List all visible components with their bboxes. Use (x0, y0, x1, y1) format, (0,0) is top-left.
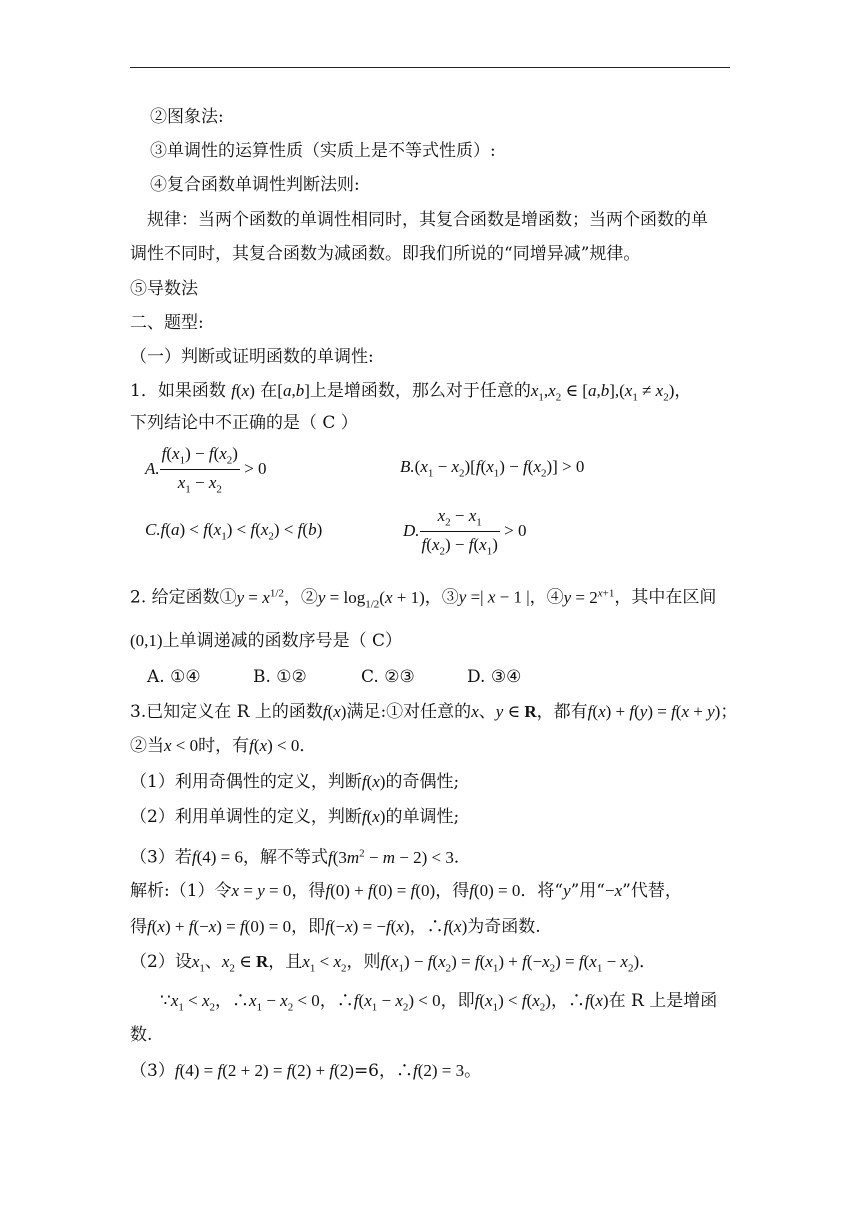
q1-option-d: D. $\frac{x_2 - x_1}{f(x_2) - f(x_1)}$ > 0 (403, 506, 527, 558)
sol-line5: 数. (130, 1025, 153, 1045)
q1-fx: f (231, 381, 236, 400)
q1-stem-text-c: 上是增函数，那么对于任意的 (309, 381, 531, 401)
q2-text-e: ，其中在区间 (614, 587, 717, 608)
header-rule (130, 67, 730, 68)
pattern-line-1: 规律：当两个函数的单调性相同时，其复合函数是增函数；当两个函数的单 (147, 210, 708, 230)
pattern-line-2: 调性不同时，其复合函数为减函数。即我们所说的“同增异减”规律。 (130, 244, 641, 264)
image-method-line: ②图象法: (150, 107, 224, 127)
derivative-method-line: ⑤导数法 (130, 279, 198, 299)
q2-interval: (0,1) (130, 631, 163, 650)
q2-text-d: ，④ (529, 587, 564, 608)
q3-stem: 3.已知定义在 R 上的函数f(x)满足:①对任意的x、y ∈ R，都有f(x) + f(y) = f(x + y)； (130, 702, 738, 722)
q3-part3: （3）若f(4) = 6，解不等式$f(3m^2 - m - 2) < 3$． (130, 847, 471, 868)
composite-rule-line: ④复合函数单调性判断法则: (150, 175, 360, 195)
q2-stem (130, 582, 716, 615)
sol-line3: （2）设$x_1$、$x_2$ ∈ R，且$x_1 < x_2$，则$f(x_1) - f(x_2) = f(x_1) + f(-x_2) = f(x_1 - x_2)$． (130, 952, 657, 975)
q2-choice-d: D. ③④ (467, 667, 522, 687)
q3-part2: （2）利用单调性的定义，判断f(x)的单调性; (130, 807, 460, 827)
q2-text-a: 2. 给定函数① (130, 587, 237, 608)
q3-line2: ②当x < 0时，有f(x) < 0． (130, 736, 317, 756)
sol-line2: 得f(x) + f(−x) = f(0) = 0，即f(−x) = −f(x)，∴f(x)为奇函数. (130, 917, 541, 937)
q2-line2 (130, 630, 402, 652)
q1-stem: 1．如果函数 f(x) 在[a,b]上是增函数，那么对于任意的$x_1,x_2$ ∈ $[a,b],(x_1 \ne x_2)$， (130, 381, 692, 404)
q3-text-b: 满足:①对任意的 (346, 702, 472, 722)
q2-text-b: ，② (283, 587, 318, 608)
q3-part1: （1）利用奇偶性的定义，判断f(x)的奇偶性; (130, 772, 460, 792)
q1-stem-text-a: 1．如果函数 (130, 381, 226, 401)
sol-line4: $\because x_1 < x_2$，$\therefore x_1 - x_2 < 0$，$\therefore f(x_1 - x_2) < 0$，即$f(x_1) < f(x_2)$，∴f(x)在 R 上是增函 (160, 991, 718, 1014)
types-heading: 二、题型: (130, 313, 204, 333)
sol-line1: 解析:（1）令x = y = 0，得f(0) + f(0) = f(0)，得f(0) = 0．将“y”用“−x”代替， (130, 881, 682, 901)
q2-func-3: y =| x − 1 | (458, 587, 530, 607)
q1-condition: $x_1,x_2$ ∈ $[a,b],(x_1 \ne x_2)$ (530, 381, 675, 404)
q1-interval: [a,b] (277, 381, 310, 400)
section1-heading: （一）判断或证明函数的单调性: (130, 347, 374, 367)
q2-line2-text: 上单调递减的函数序号是（ C） (162, 631, 402, 651)
q3-text-a: 3.已知定义在 R 上的函数 (130, 702, 323, 722)
q1-option-c: $C.f(a) < f(x_1) < f(x_2) < f(b)$ (145, 520, 323, 543)
q3-functional-eq: f(x) + f(y) = f(x + y) (587, 702, 721, 721)
q2-func-2: $y = \log_{1/2}(x + 1)$ (317, 587, 425, 611)
q2-func-4: $y = 2^{x+1}$ (563, 587, 615, 607)
q3-text-c: ，都有 (536, 702, 588, 722)
q1-option-b: $B.(x_1 - x_2)[f(x_1) - f(x_2)] > 0$ (400, 457, 585, 480)
q3-text-d: ； (720, 702, 738, 722)
q2-choice-b: B. ①② (253, 667, 307, 687)
q1-stem-text-b: 在 (260, 381, 278, 401)
q1-option-a: A. $\frac{f(x_1) - f(x_2)}{x_1 - x_2}$ > 0 (145, 444, 267, 496)
q2-func-1: $y = x^{1/2}$ (236, 587, 284, 607)
q2-choice-c: C. ②③ (361, 667, 415, 687)
q2-choice-a: A. ①④ (147, 667, 201, 687)
q1-line2: 下列结论中不正确的是（ C ） (130, 413, 358, 433)
q2-text-c: ，③ (424, 587, 459, 608)
sol-line6: （3）f(4) = f(2 + 2) = f(2) + f(2)=6，∴f(2) = 3。 (130, 1061, 482, 1081)
calc-property-line: ③单调性的运算性质（实质上是不等式性质）: (150, 141, 496, 161)
q1-stem-text-d: ， (674, 381, 692, 401)
